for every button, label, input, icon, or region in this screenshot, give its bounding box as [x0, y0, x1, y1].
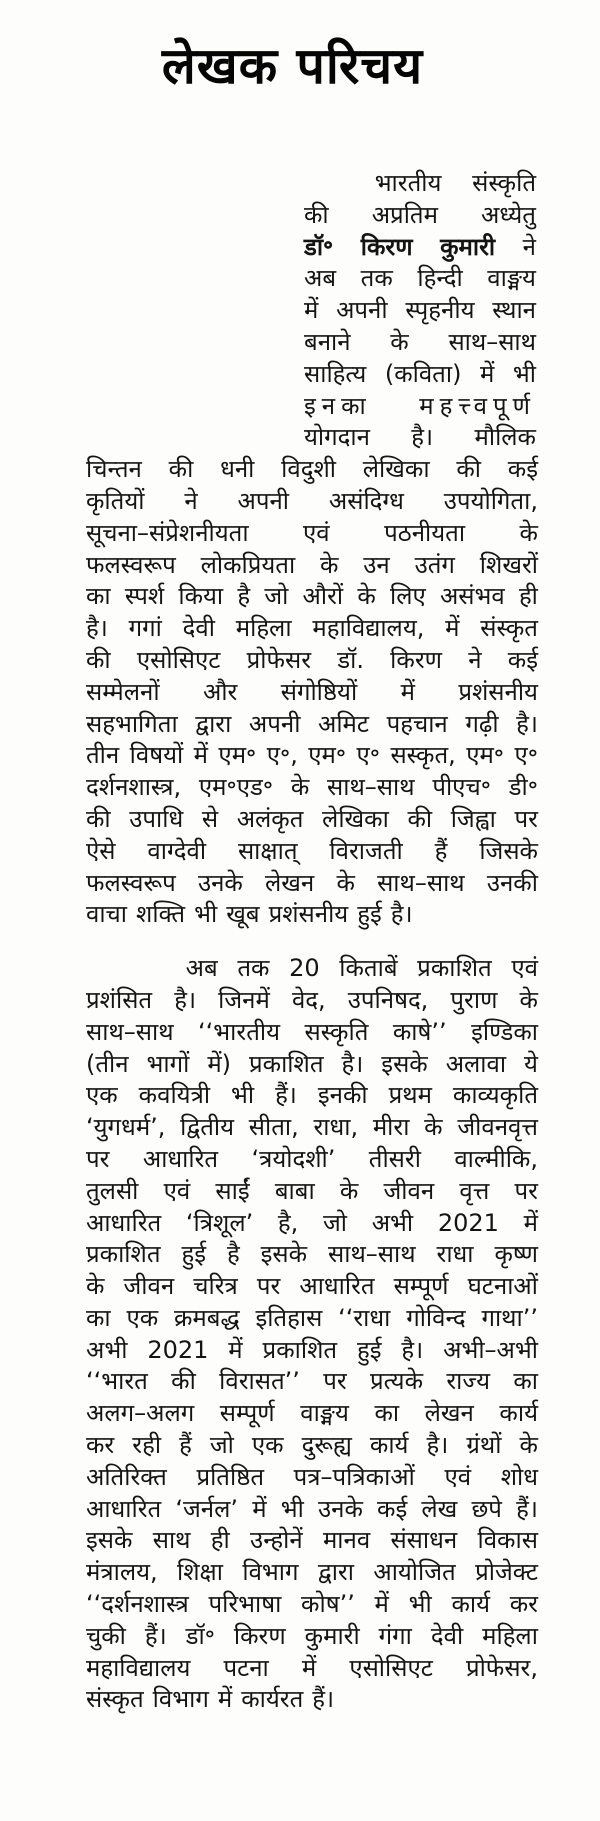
text-line: अब तक हिन्दी वाङ्मय — [304, 264, 536, 293]
text-line: सहभागिता द्वारा अपनी अमिट पहचान गढ़ी है। — [86, 709, 538, 738]
text-line: सूचना–संप्रेशनीयता एवं पठनीयता के — [86, 518, 538, 547]
text-line: कर रही हैं जो एक दुरूह्य कार्य है। ग्रंथों के — [86, 1431, 538, 1460]
text-line: की अप्रतिम अध्येतु — [304, 200, 536, 229]
blank-photo-area — [86, 170, 294, 450]
first-line-indent — [86, 975, 166, 976]
text-line: महाविद्यालय पटना में एसोसिएट प्रोफेसर, — [86, 1653, 538, 1682]
text-line: साथ–साथ ‘‘भारतीय सस्कृति काषे’’ इण्डिका — [86, 1017, 538, 1046]
text-line: भारतीय संस्कृति — [304, 168, 536, 200]
text-line: मंत्रालय, शिक्षा विभाग द्वारा आयोजित प्रोजेक्ट — [86, 1558, 538, 1587]
text-line: ‘‘दर्शनशास्त्र परिभाषा कोष’’ में भी कार्य कर — [86, 1590, 538, 1619]
text-line: अलग–अलग सम्पूर्ण वाङ्मय का लेखन कार्य — [86, 1399, 538, 1428]
text-line: (तीन भागों में) प्रकाशित है। इसके अलावा ये — [86, 1049, 538, 1078]
text-line: संस्कृत विभाग में कार्यरत हैं। — [86, 1685, 335, 1714]
text-line: फलस्वरूप उनके लेखन के साथ–साथ उनकी — [86, 868, 538, 897]
paragraph-2 — [86, 953, 538, 1716]
text-line: अतिरिक्त प्रतिष्ठित पत्र–पत्रिकाओं एवं शोध — [86, 1462, 538, 1491]
text-line: अभी 2021 में प्रकाशित हुई है। अभी–अभी — [86, 1335, 538, 1364]
text-line: का एक क्रमबद्ध इतिहास ‘‘राधा गोविन्द गाथा’’ — [86, 1303, 538, 1332]
text-line: चिन्तन की धनी विदुशी लेखिका की कई — [86, 455, 538, 484]
text-line: है। गगां देवी महिला महाविद्यालय, में संस्कृत — [86, 614, 538, 643]
text-line: आधारित ‘त्रिशूल’ है, जो अभी 2021 में — [86, 1208, 538, 1237]
text-line: योगदान है। मौलिक — [304, 423, 536, 452]
text-line: तीन विषयों में एम॰ ए॰, एम॰ ए॰ सस्कृत, एम॰ ए॰ — [86, 741, 538, 770]
text-line: दर्शनशास्त्र, एम॰एड॰ के साथ–साथ पीएच॰ डी॰ — [86, 773, 538, 802]
text-line: कृतियों ने अपनी असंदिग्ध उपयोगिता, — [86, 486, 538, 515]
text-line: फलस्वरूप लोकप्रियता के उन उतंग शिखरों — [86, 550, 538, 579]
text-line: पर आधारित ‘त्रयोदशी’ तीसरी वाल्मीकि, — [86, 1144, 538, 1173]
text-line: ऐसे वाग्देवी साक्षात् विराजती हैं जिसके — [86, 836, 538, 865]
text-line: ‘‘भारत की विरासत’’ पर प्रत्यके राज्य का — [86, 1367, 538, 1396]
text-line: बनाने के साथ–साथ — [304, 327, 536, 356]
text-line: अब तक 20 किताबें प्रकाशित एवं — [86, 953, 538, 985]
text-line: में अपनी स्पृहनीय स्थान — [304, 296, 536, 325]
text-line: एक कवयित्री भी हैं। इनकी प्रथम काव्यकृति — [86, 1081, 538, 1110]
text-line: प्रकाशित हुई है इसके साथ–साथ राधा कृष्ण — [86, 1240, 538, 1269]
text-line: चुकी हैं। डॉ॰ किरण कुमारी गंगा देवी महिला — [86, 1621, 538, 1650]
text-line: का स्पर्श किया है जो औरों के लिए असंभव ही — [86, 582, 538, 611]
text-line: के जीवन चरित्र पर आधारित सम्पूर्ण घटनाओं — [86, 1272, 538, 1301]
text-line: इनका महत्त्वपूर्ण — [304, 391, 536, 420]
text-line: डॉ॰ किरण कुमारी ने — [304, 232, 536, 261]
text-line: साहित्य (कविता) में भी — [304, 359, 536, 388]
text-line: की उपाधि से अलंकृत लेखिका की जिह्वा पर — [86, 804, 538, 833]
text-line: की एसोसिएट प्रोफेसर डॉ. किरण ने कई — [86, 645, 538, 674]
text-line: सम्मेलनों और संगोष्ठियों में प्रशंसनीय — [86, 677, 538, 706]
text-line: वाचा शक्ति भी खूब प्रशंसनीय हुई है। — [86, 900, 413, 929]
page-title: लेखक परिचय — [161, 37, 424, 95]
text-line: प्रशंसित है। जिनमें वेद, उपनिषद, पुराण के — [86, 985, 538, 1014]
first-line-indent — [304, 190, 344, 191]
text-line: इसके साथ ही उन्होनें मानव संसाधन विकास — [86, 1526, 538, 1555]
text-line: आधारित ‘जर्नल’ में भी उनके कई लेख छपे हैं। — [86, 1494, 538, 1523]
text-line: ‘युगधर्म’, द्वितीय सीता, राधा, मीरा के जीवनवृत्त — [86, 1113, 538, 1142]
text-line: तुलसी एवं साईं बाबा के जीवन वृत्त पर — [86, 1176, 538, 1205]
